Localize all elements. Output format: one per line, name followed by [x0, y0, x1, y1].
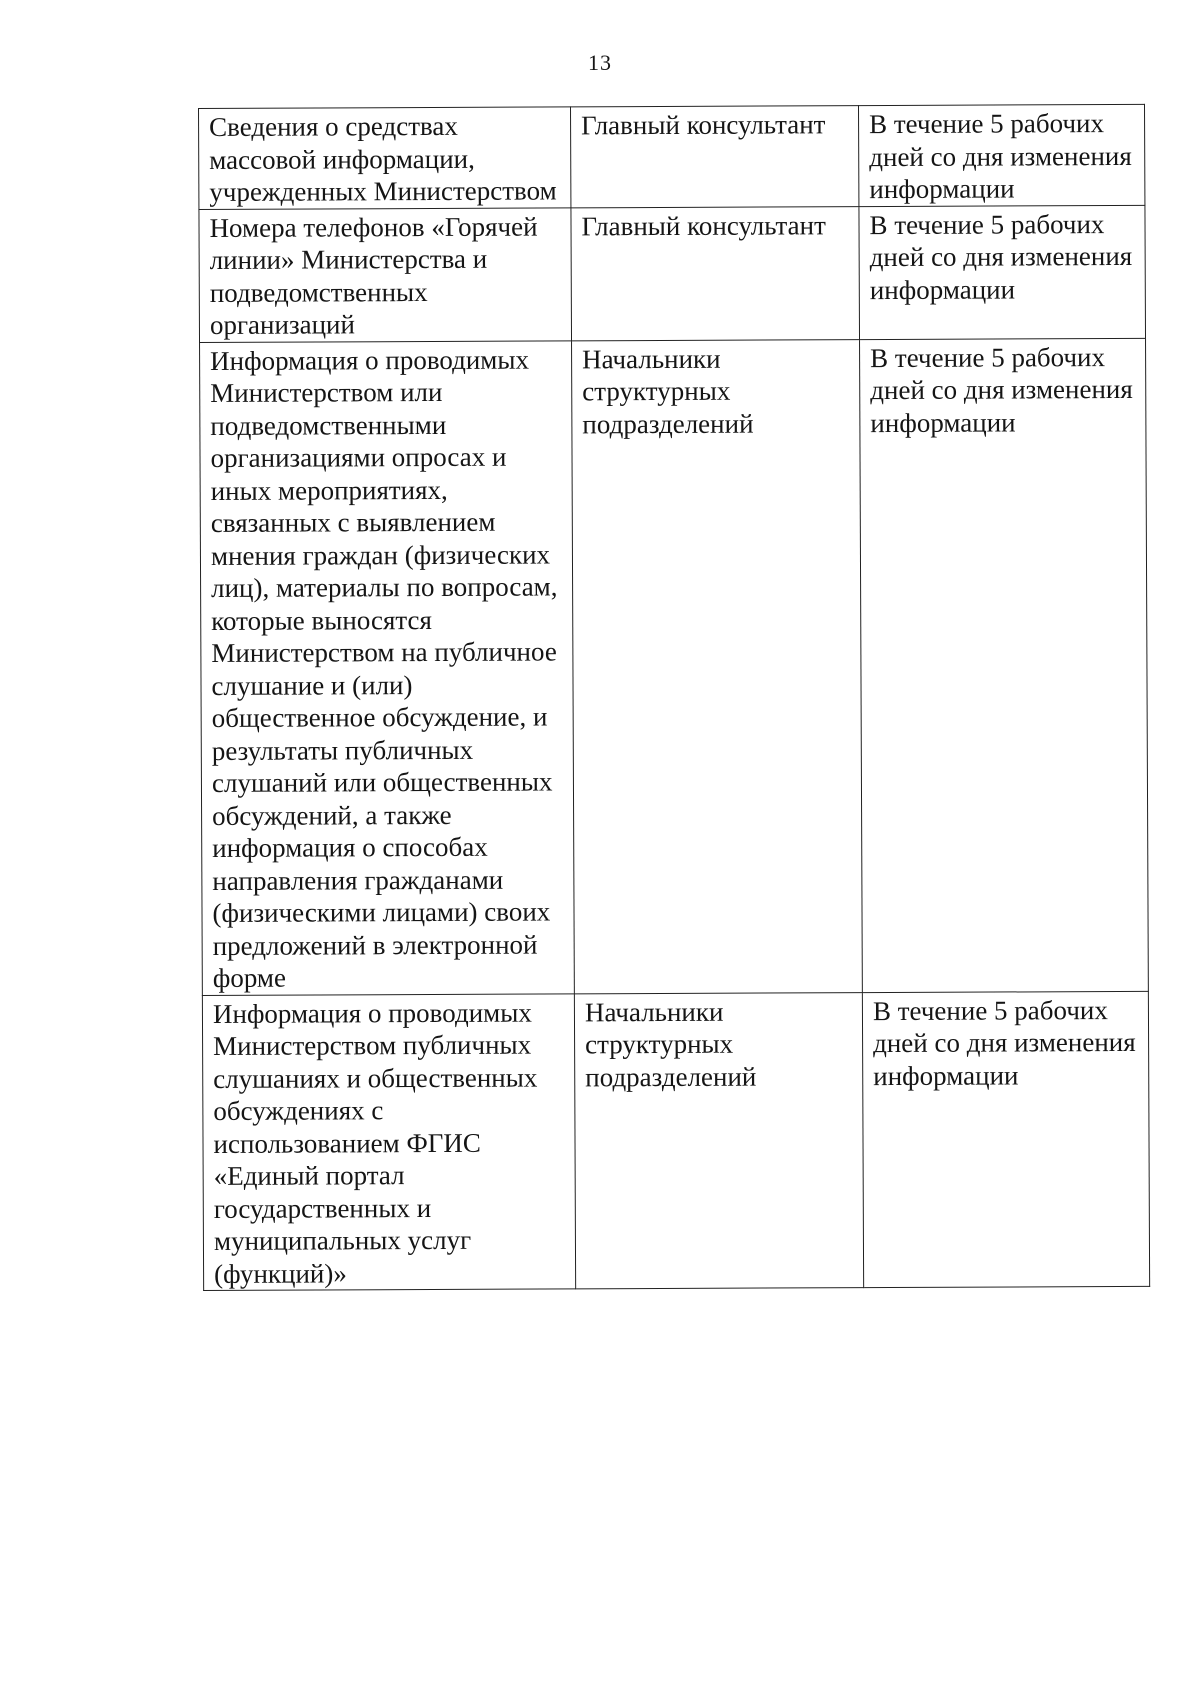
responsible-cell: [574, 992, 863, 1289]
deadline-cell: [858, 104, 1144, 206]
responsible-cell: [571, 206, 860, 340]
table-row: [199, 205, 1146, 342]
table-row: [200, 338, 1149, 995]
description-cell: [200, 340, 575, 995]
deadline-text: В течение 5 рабочих дней со дня изменения информации: [869, 108, 1132, 205]
deadline-text: В течение 5 рабочих дней со дня изменения информации: [872, 994, 1136, 1091]
deadline-cell: [860, 338, 1149, 992]
deadline-text: В течение 5 рабочих дней со дня изменения информации: [869, 208, 1133, 305]
description-text: Сведения о средствах массовой информации, учрежденных Министерством: [209, 110, 557, 207]
responsible-text: Начальники структурных подразделений: [584, 996, 757, 1092]
responsible-cell: [570, 106, 858, 208]
description-text: Информация о проводимых Министерством публичных слушаниях и общественных обсуждениях с использованием ФГИС «Единый портал государственных и муниципальных услуг (функций)»: [212, 997, 538, 1289]
deadline-cell: [859, 205, 1146, 339]
responsible-text: Главный консультант: [581, 209, 826, 241]
responsible-text: Главный консультант: [581, 109, 826, 141]
description-cell: [199, 107, 571, 209]
information-table: [198, 104, 1150, 1291]
table-row: [202, 991, 1149, 1291]
deadline-cell: [862, 991, 1149, 1288]
table-row: [199, 104, 1145, 209]
deadline-text: В течение 5 рабочих дней со дня изменения информации: [870, 341, 1133, 438]
description-text: Информация о проводимых Министерством или подведомственными организациями опросах и иных мероприятиях, связанных с выявлением мнения граждан (физических лиц), материалы по вопросам, которые выносятся Министерством на публичное слушание и (или) общественное обсуждение, и результаты публичных слушаний или общественных обсуждений, а также информация о способах направления гражданами (физическими лицами) своих предложений в электронной форме: [210, 344, 558, 993]
description-cell: [202, 993, 575, 1290]
description-cell: [199, 207, 572, 342]
responsible-text: Начальники структурных подразделений: [582, 343, 754, 439]
description-text: Номера телефонов «Горячей линии» Министерства и подведомственных организаций: [209, 211, 538, 340]
page-number: 13: [588, 50, 612, 75]
responsible-cell: [572, 339, 863, 993]
